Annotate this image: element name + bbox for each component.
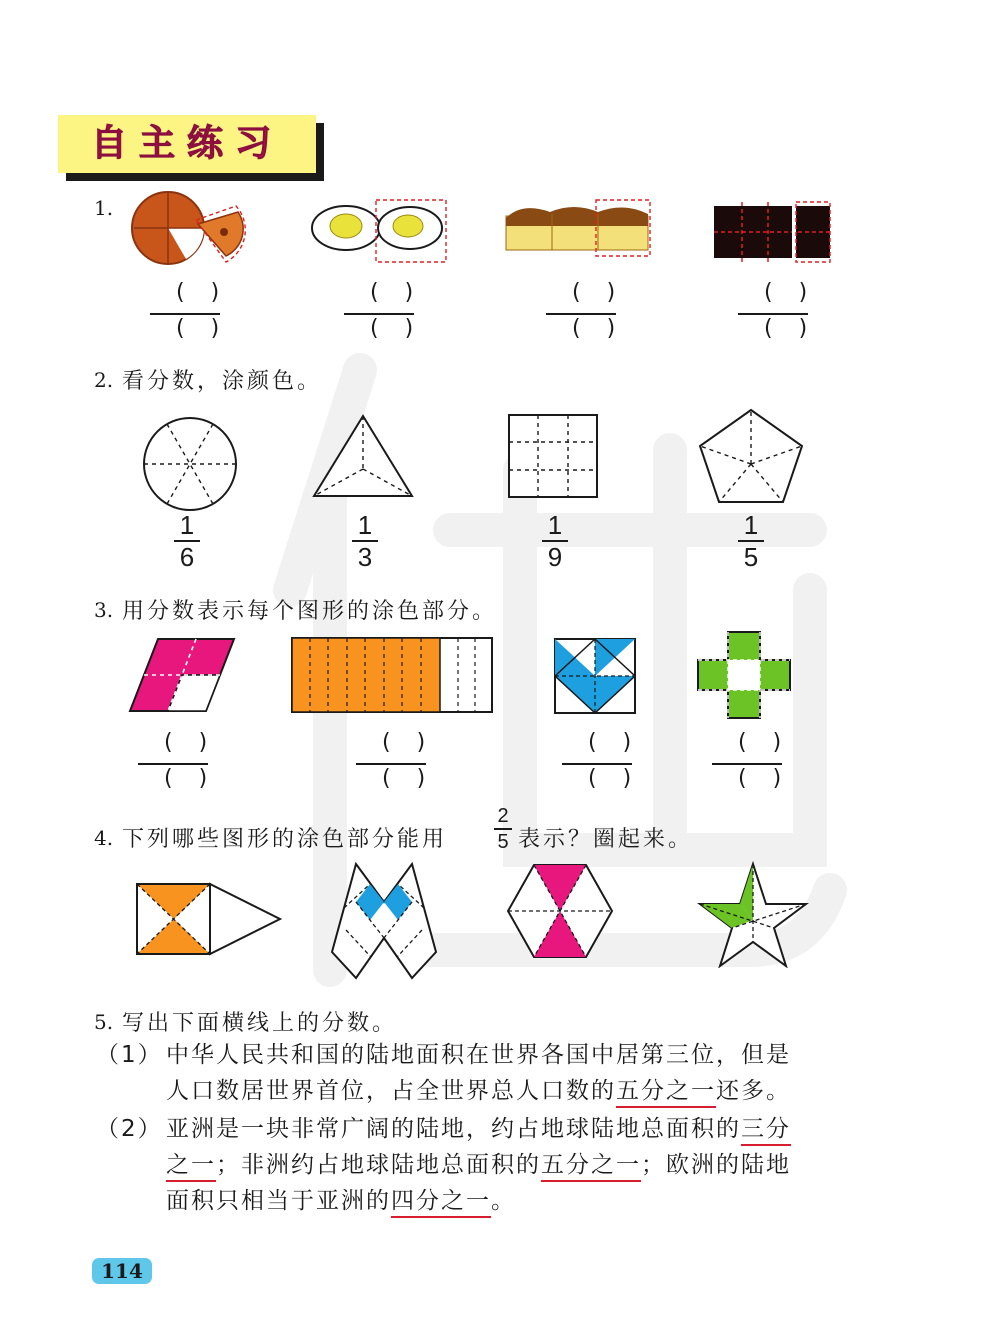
q4-star-shape[interactable] — [696, 860, 810, 968]
q5-underline-2a: 三分 — [741, 1116, 791, 1146]
q4-number: 4. — [94, 826, 114, 850]
q3-cross-shape — [694, 630, 794, 720]
q3-answer-blank-2[interactable]: () () — [356, 732, 426, 796]
page-number-badge: 114 — [92, 1258, 152, 1284]
q2-fraction-1: 1 6 — [170, 512, 204, 570]
q5-part2-line1: 亚洲是一块非常广阔的陆地，约占地球陆地总面积的三分 — [166, 1110, 791, 1148]
q2-instruction: 看分数，涂颜色。 — [122, 369, 323, 394]
q1-bread-image — [502, 196, 654, 262]
q5-part1-line1: 中华人民共和国的陆地面积在世界各国中居第三位，但是 — [166, 1042, 791, 1068]
q4-chevron-shape[interactable] — [328, 860, 440, 982]
q2-number: 2. — [94, 368, 114, 392]
q4-inline-fraction: 2 5 — [490, 806, 516, 852]
q1-answer-blank-2[interactable]: () () — [344, 282, 414, 346]
q4-kite-shape[interactable] — [134, 880, 284, 958]
q3-answer-blank-4[interactable]: () () — [712, 732, 782, 796]
q1-number: 1. — [94, 196, 114, 220]
q4-instruction-b: 表示？圈起来。 — [518, 827, 694, 852]
q2-triangle-shape[interactable] — [310, 412, 416, 500]
q1-answer-blank-4[interactable]: () () — [738, 282, 808, 346]
q1-egg-image — [308, 198, 450, 266]
q5-part1-label: （1） — [96, 1042, 163, 1068]
q1-answer-blank-3[interactable]: () () — [546, 282, 616, 346]
q5-underline-4: 四分之一 — [391, 1188, 491, 1218]
q3-answer-blank-3[interactable]: () () — [562, 732, 632, 796]
q5-part2-line2: 之一；非洲约占地球陆地总面积的五分之一；欧洲的陆地 — [166, 1146, 791, 1184]
q5-underline-1: 五分之一 — [616, 1078, 716, 1108]
q5-number: 5. — [94, 1010, 114, 1034]
q5-instruction: 写出下面横线上的分数。 — [122, 1011, 398, 1036]
q3-square-triangles-shape — [552, 636, 638, 716]
q2-fraction-2: 1 3 — [348, 512, 382, 570]
section-title: 自主练习 — [90, 123, 283, 164]
q5-part1-line2: 人口数居世界首位，占全世界总人口数的五分之一还多。 — [166, 1072, 791, 1110]
q4-hexagon-shape[interactable] — [504, 862, 616, 962]
q4-instruction-a: 下列哪些图形的涂色部分能用 — [122, 827, 448, 852]
q2-circle-shape[interactable] — [138, 412, 242, 516]
q2-pentagon-shape[interactable] — [696, 406, 806, 506]
q5-underline-3: 五分之一 — [541, 1152, 641, 1182]
q2-square-shape[interactable] — [506, 412, 600, 500]
q1-mooncake-image — [126, 186, 254, 270]
q2-fraction-4: 1 5 — [734, 512, 768, 570]
q1-answer-blank-1[interactable]: () () — [150, 282, 220, 346]
q5-part2-label: （2） — [96, 1116, 163, 1142]
q5-underline-2b: 之一 — [166, 1152, 216, 1182]
q3-number: 3. — [94, 598, 114, 622]
section-title-box — [58, 115, 316, 173]
q3-rectangle-strips-shape — [290, 636, 494, 714]
q3-parallelogram-shape — [126, 636, 238, 716]
q5-part2-line3: 面积只相当于亚洲的四分之一。 — [166, 1182, 516, 1220]
q2-fraction-3: 1 9 — [538, 512, 572, 570]
q3-answer-blank-1[interactable]: () () — [138, 732, 208, 796]
q3-instruction: 用分数表示每个图形的涂色部分。 — [122, 599, 498, 624]
q1-chocolate-image — [708, 190, 838, 266]
